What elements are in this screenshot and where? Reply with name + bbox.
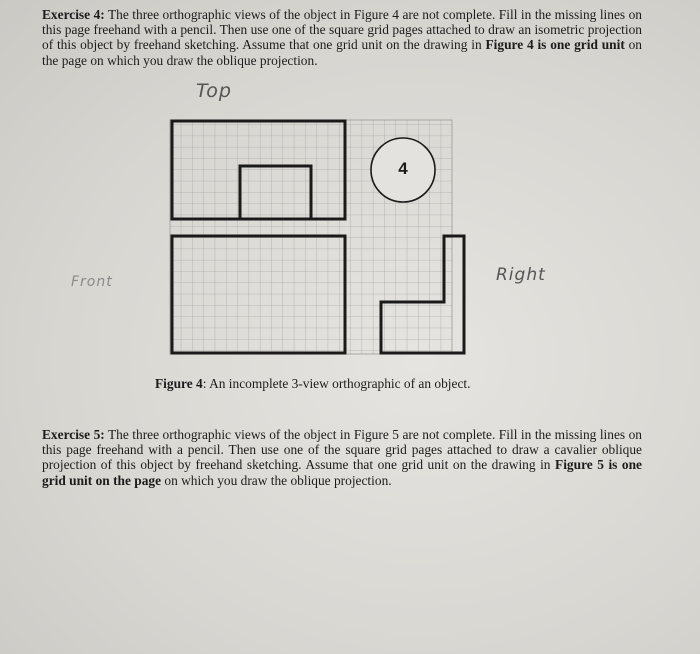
caption-text: : An incomplete 3-view orthographic of an object. — [202, 376, 471, 391]
exercise-4-body-a: The three orthographic views of the object in Figure 4 are not complete. Fill in the missing lines on this page freehand with a pencil. Then use one of the square grid pages attached to draw an isometric projection of this object by freehand sketching. Assume that one grid unit on the drawing in — [42, 7, 643, 53]
exercise-5-label: Exercise 5: — [42, 427, 105, 442]
exercise-5-body-b: on which you draw the oblique projection. — [161, 472, 392, 488]
figure-number: 4 — [398, 159, 408, 178]
exercise-4-label: Exercise 4: — [42, 7, 105, 22]
caption-label: Figure 4 — [155, 376, 203, 391]
exercise-4-bold: Figure 4 is one grid unit — [485, 37, 625, 53]
label-top: Top — [196, 80, 232, 102]
exercise-5-text — [42, 427, 642, 488]
label-front: Front — [71, 274, 113, 290]
exercise-4-body-b: on the page on which you draw the oblique projection. — [42, 37, 642, 68]
label-right: Right — [496, 265, 546, 285]
figure-4-caption — [155, 376, 555, 392]
exercise-5-bold: Figure 5 is one grid unit on the page — [42, 457, 642, 488]
exercise-5-body-a: The three orthographic views of the object in Figure 5 are not complete. Fill in the missing lines on this page freehand with a pencil. Then use one of the square grid pages attached to draw a cavalier oblique projection of this object by freehand sketching. Assume that one grid unit on the drawing in — [42, 427, 643, 473]
